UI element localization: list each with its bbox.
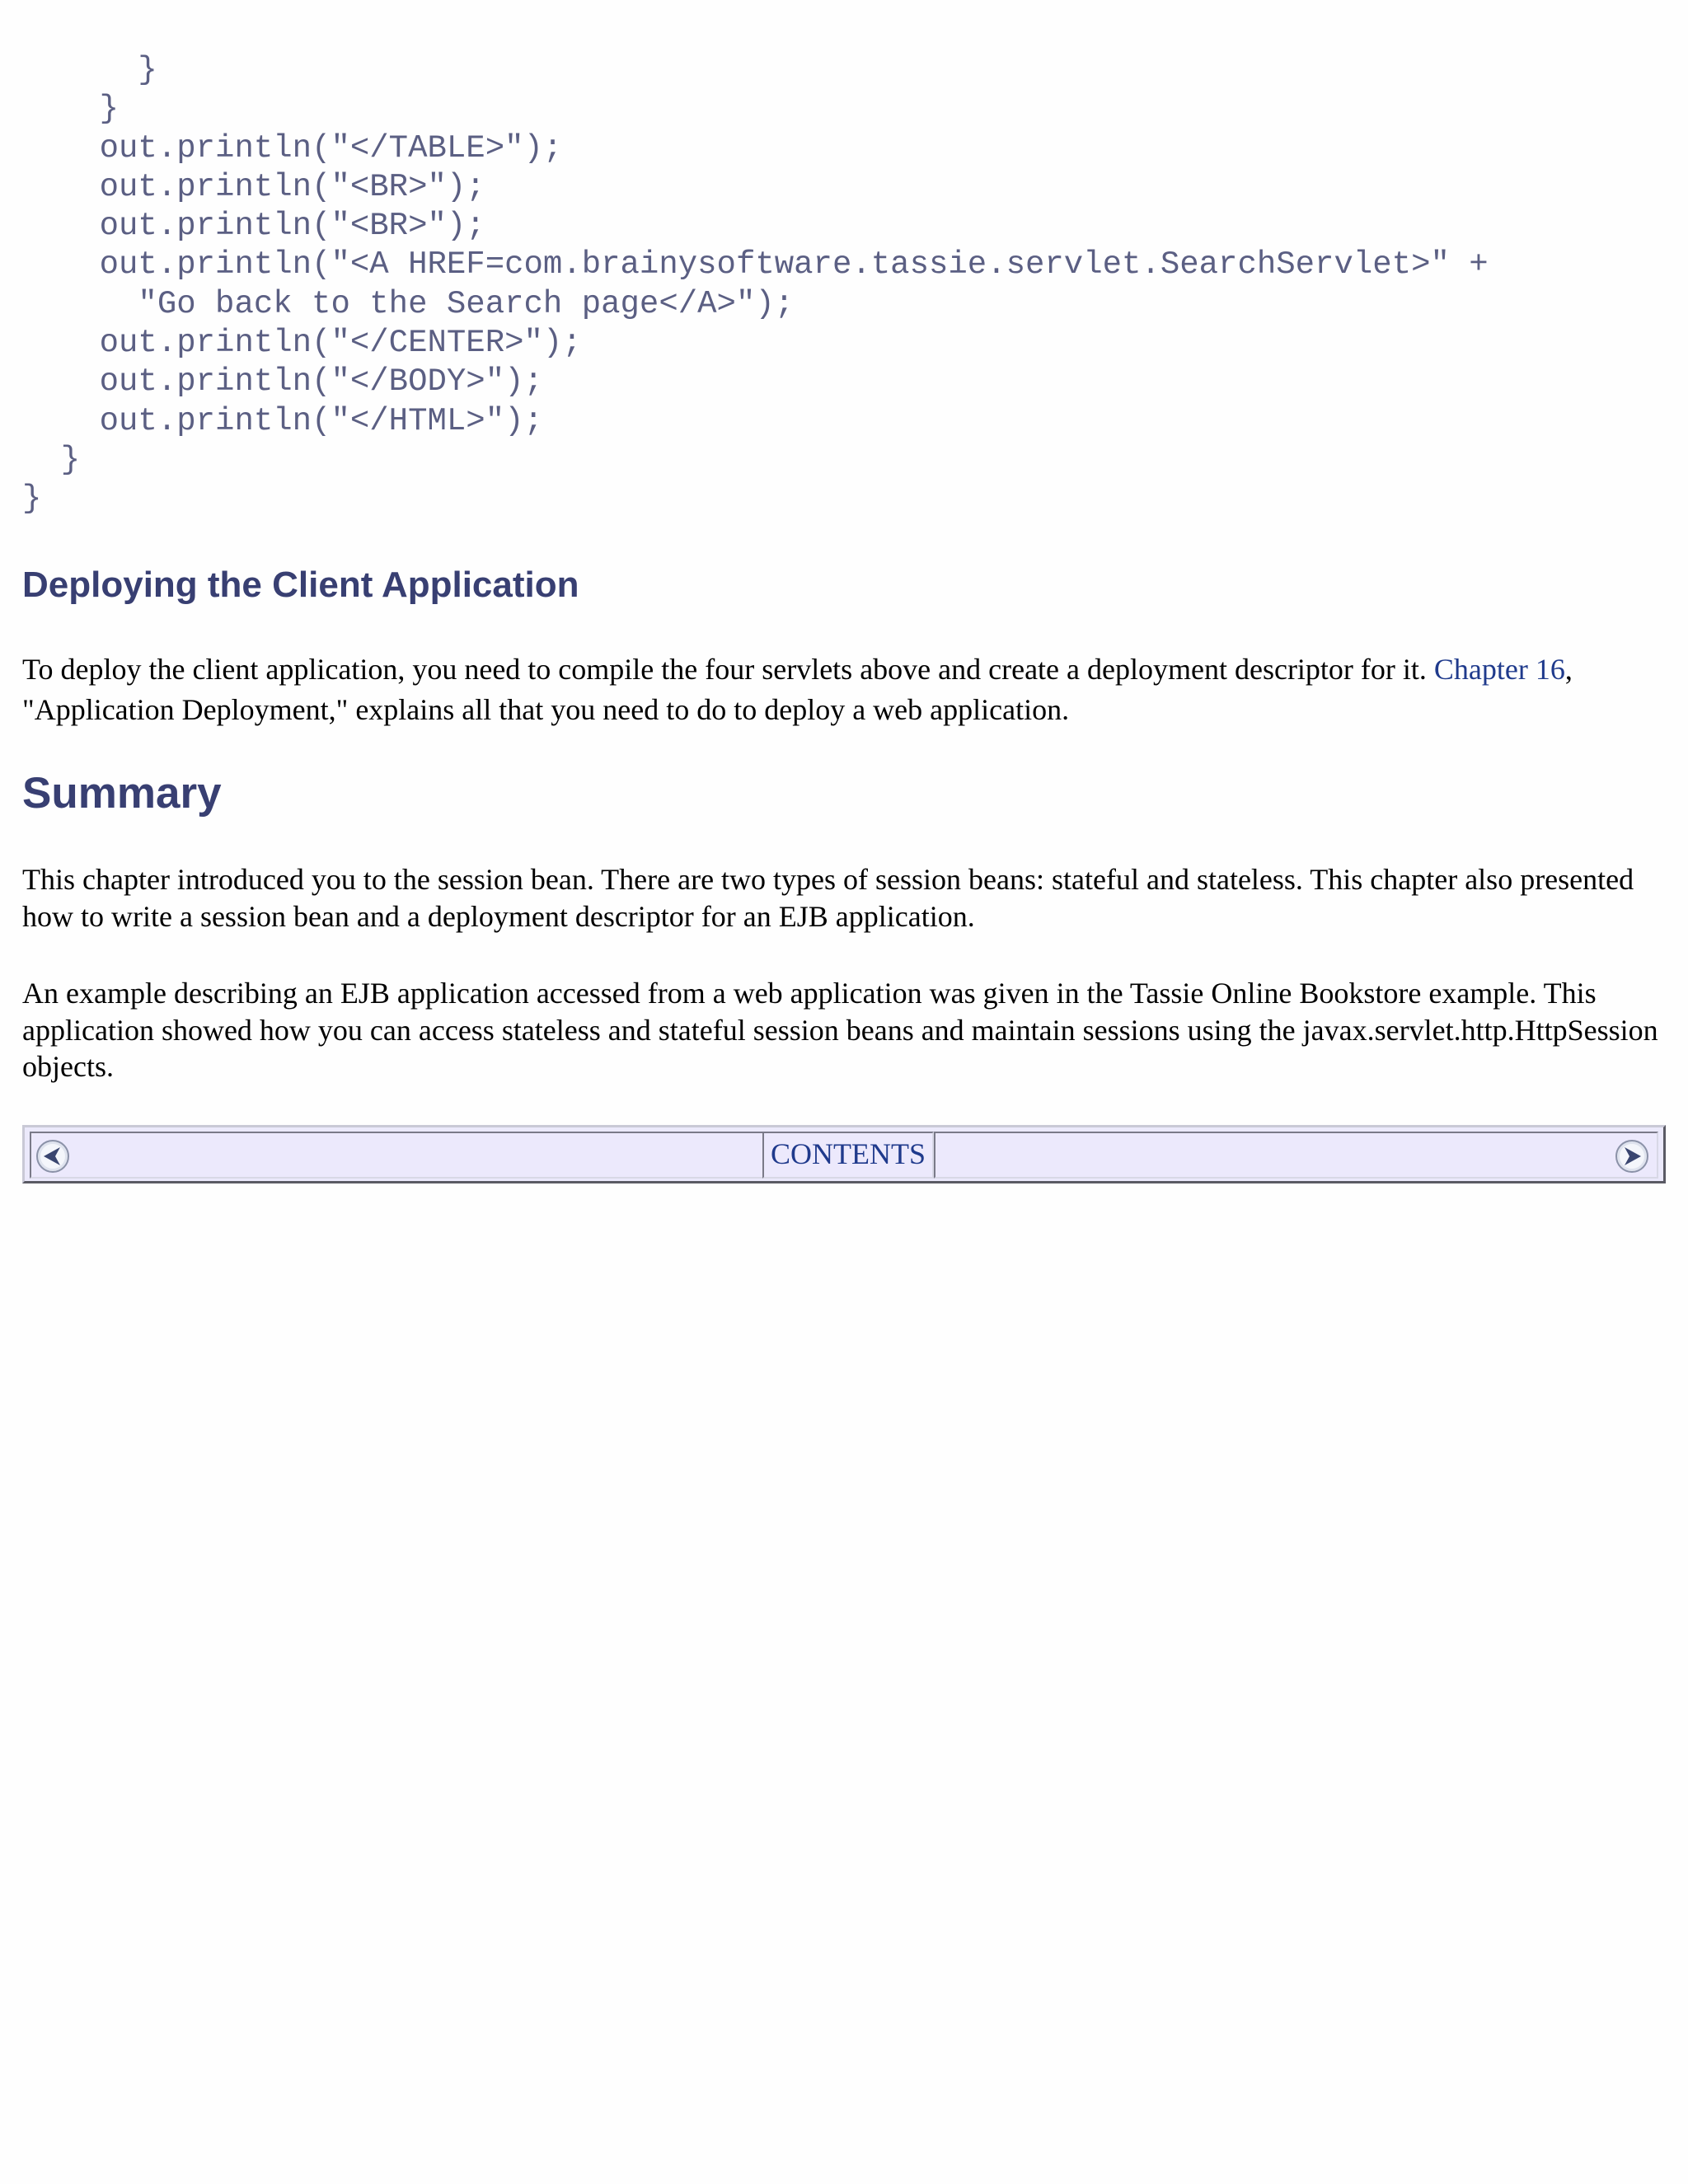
- summary-paragraph-1: This chapter introduced you to the session bean. There are two types of session beans: stateful and stateless. This chapter also presented how to write a session bean and a deployment descriptor for an EJB application.: [22, 863, 1634, 933]
- code-line: }: [22, 480, 42, 518]
- code-line: out.println("<BR>");: [22, 208, 485, 245]
- code-line: out.println("</CENTER>");: [22, 325, 582, 362]
- code-line: "Go back to the Search page</A>");: [22, 285, 795, 322]
- code-line: out.println("<BR>");: [22, 168, 485, 205]
- code-line: out.println("</HTML>");: [22, 402, 543, 439]
- summary-heading: Summary: [22, 769, 222, 818]
- code-line: out.println("</BODY>");: [22, 363, 543, 401]
- nav-cell-contents: [762, 1132, 934, 1179]
- next-arrow-icon[interactable]: [1614, 1138, 1650, 1174]
- nav-cell-previous: [30, 1132, 767, 1179]
- code-line: }: [22, 441, 81, 478]
- deploy-paragraph: [22, 649, 1662, 730]
- contents-link[interactable]: CONTENTS: [771, 1137, 926, 1170]
- summary-paragraph-2: An example describing an EJB application accessed from a web application was given in the Tassie Online Bookstore example. This application showed how you can access stateless and stateful session beans and maintain sessions using the javax.servlet.http.HttpSession objects.: [22, 977, 1658, 1083]
- previous-arrow-icon[interactable]: [35, 1138, 71, 1174]
- deploy-text-before: To deploy the client application, you need to compile the four servlets above and create a deployment descriptor for it.: [22, 653, 1434, 686]
- deploy-text-after: , "Application Deployment," explains all that you need to do to deploy a web application.: [22, 653, 1573, 726]
- nav-cell-next: [934, 1132, 1658, 1179]
- code-line: }: [22, 91, 120, 128]
- code-line: out.println("</TABLE>");: [22, 129, 563, 166]
- code-line: }: [22, 52, 157, 88]
- code-listing: [22, 51, 1489, 519]
- code-line: out.println("<A HREF=com.brainysoftware.tassie.servlet.SearchServlet>" +: [22, 246, 1489, 284]
- chapter-navigation-bar: [22, 1125, 1666, 1183]
- chapter-16-link[interactable]: Chapter 16: [1433, 653, 1565, 686]
- deploy-heading: Deploying the Client Application: [22, 565, 579, 605]
